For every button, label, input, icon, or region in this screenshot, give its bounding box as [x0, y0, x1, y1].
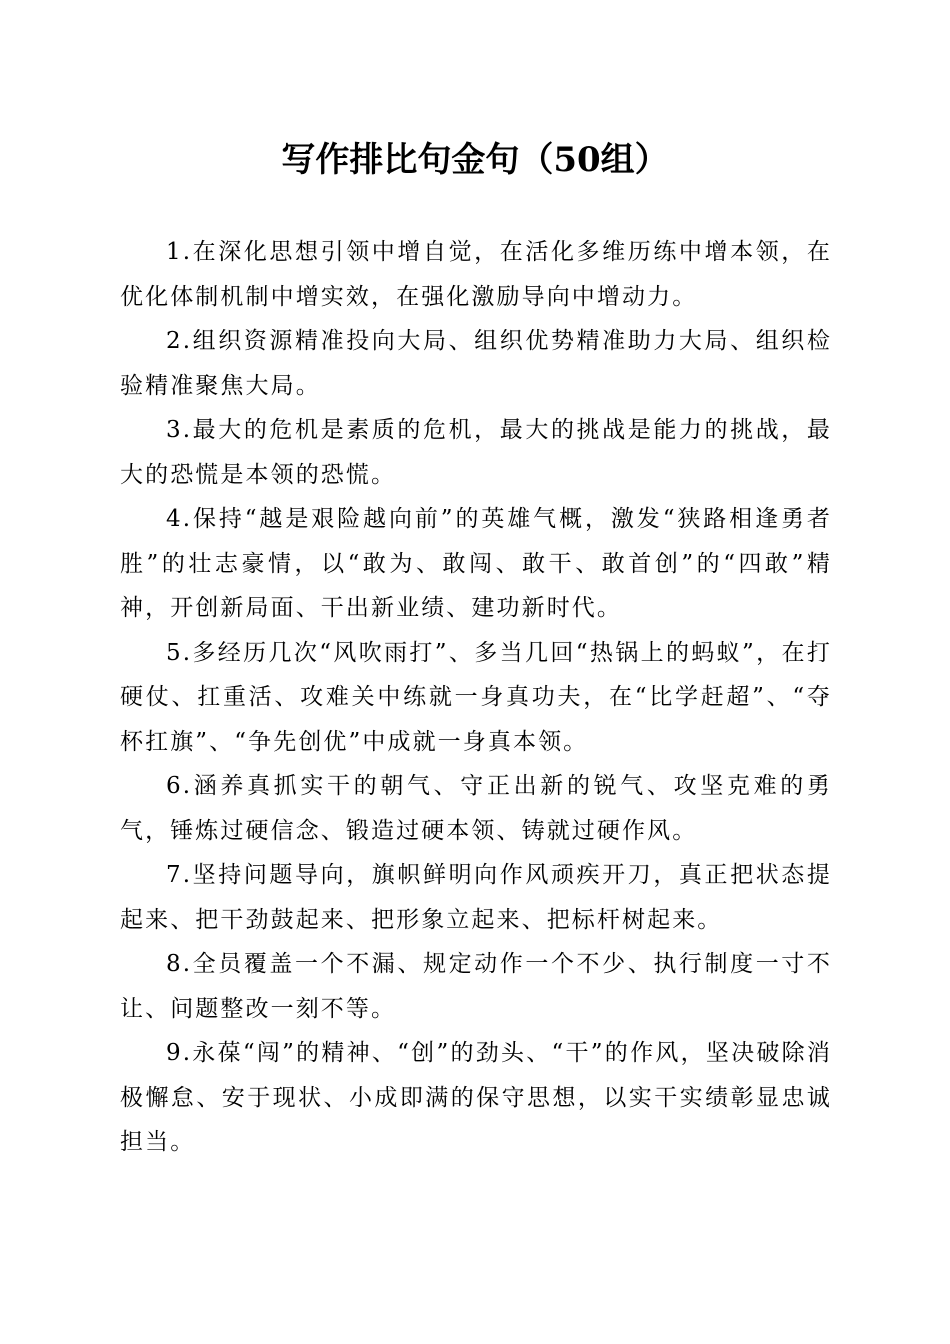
document-body	[120, 230, 832, 1165]
list-item: 6.涵养真抓实干的朝气、守正出新的锐气、攻坚克难的勇气，锤炼过硬信念、锻造过硬本领、铸就过硬作风。	[120, 773, 832, 844]
document-title: 写作排比句金句（50组）	[281, 140, 669, 180]
list-item: 7.坚持问题导向，旗帜鲜明向作风顽疾开刀，真正把状态提起来、把干劲鼓起来、把形象立起来、把标杆树起来。	[120, 862, 832, 933]
list-item: 5.多经历几次“风吹雨打”、多当几回“热锅上的蚂蚁”，在打硬仗、扛重活、攻难关中练就一身真功夫，在“比学赶超”、“夺杯扛旗”、“争先创优”中成就一身真本领。	[120, 639, 832, 755]
list-item: 4.保持“越是艰险越向前”的英雄气概，激发“狭路相逢勇者胜”的壮志豪情，以“敢为、敢闯、敢干、敢首创”的“四敢”精神，开创新局面、干出新业绩、建功新时代。	[120, 506, 832, 621]
list-item: 1.在深化思想引领中增自觉，在活化多维历练中增本领，在优化体制机制中增实效，在强化激励导向中增动力。	[120, 239, 832, 310]
list-item: 8.全员覆盖一个不漏、规定动作一个不少、执行制度一寸不让、问题整改一刻不等。	[120, 951, 832, 1022]
list-item: 9.永葆“闯”的精神、“创”的劲头、“干”的作风，坚决破除消极懈怠、安于现状、小成即满的保守思想，以实干实绩彰显忠诚担当。	[120, 1040, 832, 1155]
list-item: 2.组织资源精准投向大局、组织优势精准助力大局、组织检验精准聚焦大局。	[120, 328, 832, 399]
list-item: 3.最大的危机是素质的危机，最大的挑战是能力的挑战，最大的恐慌是本领的恐慌。	[120, 417, 832, 488]
